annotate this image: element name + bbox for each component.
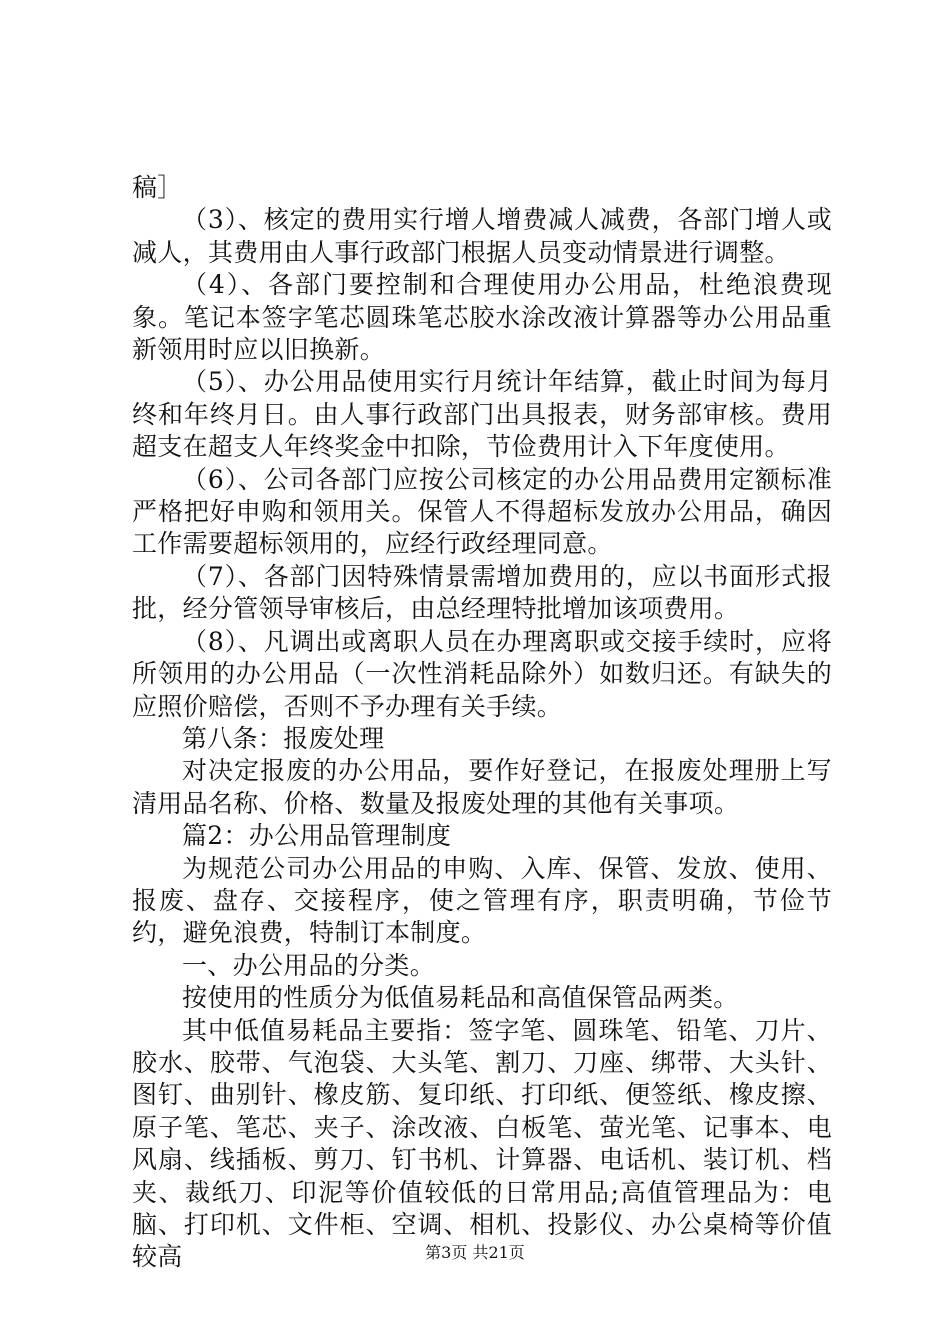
paragraph: （7）、各部门因特殊情景需增加费用的，应以书面形式报批，经分管领导审核后，由总经理特批增加该项费用。 (132, 561, 832, 624)
paragraph: （5）、办公用品使用实行月统计年结算，截止时间为每月终和年终月日。由人事行政部门出具报表，财务部审核。费用超支在超支人年终奖金中扣除，节俭费用计入下年度使用。 (132, 367, 832, 462)
paragraph: （3）、核定的费用实行增人增费减人减费，各部门增人或减人，其费用由人事行政部门根据人员变动情景进行调整。 (132, 205, 832, 267)
paragraph: 其中低值易耗品主要指：签字笔、圆珠笔、铅笔、刀片、胶水、胶带、气泡袋、大头笔、割刀、刀座、绑带、大头针、图钉、曲别针、橡皮筋、复印纸、打印纸、便签纸、橡皮擦、原子笔、笔芯、夹子、涂改液、白板笔、萤光笔、记事本、电风扇、线插板、剪刀、钉书机、计算器、电话机、装订机、档夹、裁纸刀、印泥等价值较低的日常用品;高值管理品为：电脑、打印机、文件柜、空调、相机、投影仪、办公桌椅等价值较高 (132, 1015, 832, 1272)
document-body (132, 172, 832, 1274)
page-footer (0, 1240, 950, 1263)
paragraph: 篇2：办公用品管理制度 (182, 821, 452, 851)
paragraph: 一、办公用品的分类。 (182, 950, 436, 980)
paragraph: （4）、各部门要控制和合理使用办公用品，杜绝浪费现象。笔记本签字笔芯圆珠笔芯胶水涂改液计算器等办公用品重新领用时应以旧换新。 (132, 270, 832, 365)
paragraph: （6）、公司各部门应按公司核定的办公用品费用定额标准严格把好申购和领用关。保管人不得超标发放办公用品，确因工作需要超标领用的，应经行政经理同意。 (132, 464, 832, 559)
paragraph: 为规范公司办公用品的申购、入库、保管、发放、使用、报废、盘存、交接程序，使之管理有序，职责明确，节俭节约，避免浪费，特制订本制度。 (132, 853, 832, 948)
page-number: 第3页 共21页 (425, 1243, 525, 1262)
paragraph: （8）、凡调出或离职人员在办理离职或交接手续时，应将所领用的办公用品（一次性消耗品除外）如数归还。有缺失的应照价赔偿，否则不予办理有关手续。 (132, 626, 832, 721)
paragraph: 按使用的性质分为低值易耗品和高值保管品两类。 (182, 983, 739, 1013)
paragraph: 第八条：报废处理 (182, 723, 385, 753)
paragraph: 对决定报废的办公用品，要作好登记，在报废处理册上写清用品名称、价格、数量及报废处理的其他有关事项。 (132, 756, 832, 818)
paragraph: 稿］ (132, 173, 183, 202)
